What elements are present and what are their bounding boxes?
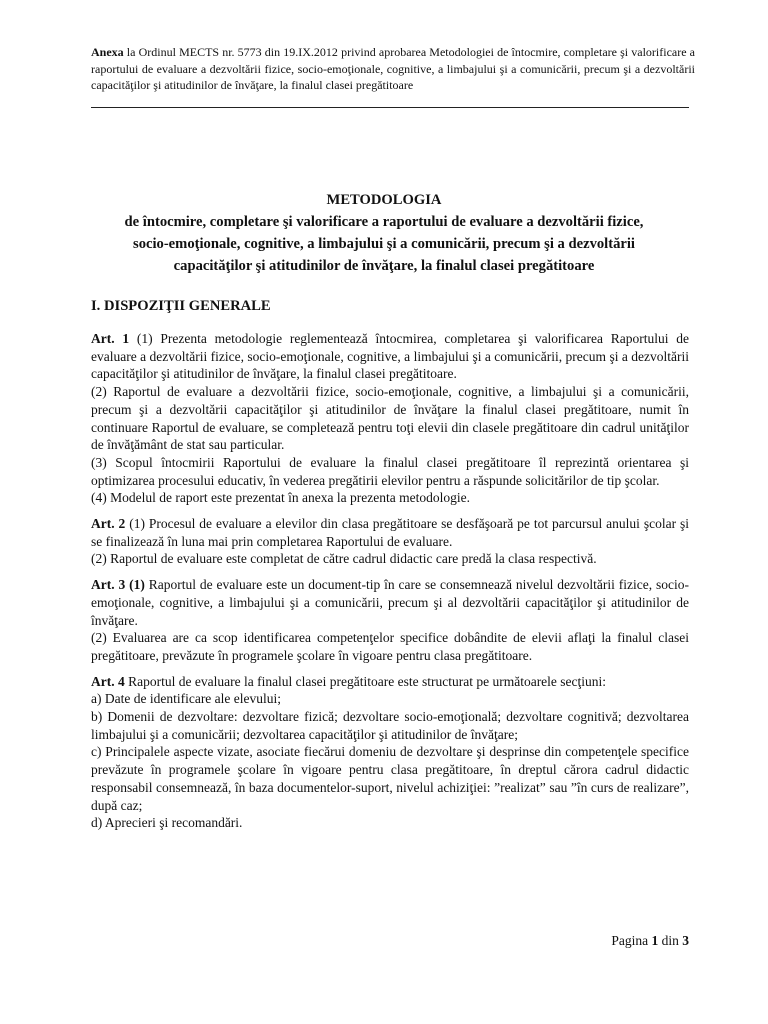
- document-body: [91, 330, 689, 832]
- article-1-paragraph-1: Art. 1 (1) Prezenta metodologie reglementează întocmirea, completarea şi valorificarea Raportului de evaluare a dezvoltării fizice, socio-emoţionale, cognitive, a limbajului şi a comunicării, precum şi a dezvoltării capacităţilor şi atitudinilor de învăţare, la finalul clasei pregătitoare.: [91, 331, 689, 382]
- section-heading: I. DISPOZIŢII GENERALE: [91, 298, 271, 314]
- subtitle-line-3: capacităţilor şi atitudinilor de învăţare, la finalul clasei pregătitoare: [173, 258, 595, 274]
- page-number: 1: [651, 933, 659, 948]
- article-1-paragraph-4: (4) Modelul de raport este prezentat în anexa la prezenta metodologie.: [91, 490, 470, 506]
- article-4-item-c: c) Principalele aspecte vizate, asociate fiecărui domeniu de dezvoltare şi desprinse din competenţele specifice prevăzute în programele şcolare în vigoare pentru clasa pregătitoare, în dreptul cărora cadrul didactic responsabil consemnează, în baza documentelor-suport, nivelul achiziţiei: ”realizat” sau ”în curs de realizare”, după caz;: [91, 744, 689, 813]
- article-4-label: Art. 4: [91, 673, 125, 689]
- article-3-label: Art. 3: [91, 577, 126, 593]
- article-1: [91, 330, 689, 507]
- annex-header-text: la Ordinul MECTS nr. 5773 din 19.IX.2012 privind aprobarea Metodologiei de întocmire, completare şi valorificare a raportului de evaluare a dezvoltării fizice, socio-emoţionale, cognitive, a limbajului şi a comunicării, precum şi a dezvoltării capacităţilor şi atitudinilor de învăţare, la finalul clasei pregătitoare: [91, 45, 695, 92]
- article-2-label: Art. 2: [91, 516, 126, 532]
- article-3-paragraph-2: (2) Evaluarea are ca scop identificarea competenţelor specifice dobândite de elevii aflaţi la finalul clasei pregătitoare, prevăzute în programele şcolare în vigoare pentru clasa pregătitoare.: [91, 630, 689, 663]
- annex-label: Anexa: [91, 45, 124, 59]
- article-1-paragraph-3: (3) Scopul întocmirii Raportului de evaluare la finalul clasei pregătitoare îl reprezintă orientarea şi optimizarea procesului educativ, în vederea pregătirii elevilor pentru a răspunde solicitărilor de tip şcolar.: [91, 454, 689, 488]
- header-divider: [91, 107, 689, 108]
- article-4-item-b: b) Domenii de dezvoltare: dezvoltare fizică; dezvoltare socio-emoţională; dezvoltare cognitivă; dezvoltarea limbajului şi a comunicării; dezvoltarea capacităţilor şi atitudinilor de învăţare;: [91, 709, 689, 742]
- article-3-sublabel: (1): [125, 577, 145, 593]
- article-4-item-d: d) Aprecieri şi recomandări.: [91, 815, 243, 831]
- article-4-item-a: a) Date de identificare ale elevului;: [91, 691, 282, 707]
- page-total: 3: [682, 933, 689, 948]
- article-2: [91, 515, 689, 568]
- page-footer: Pagina 1 din 3: [611, 933, 689, 948]
- subtitle-line-2: socio-emoţionale, cognitive, a limbajului şi a comunicării, precum şi a dezvoltării: [133, 236, 635, 252]
- article-2-paragraph-2: (2) Raportul de evaluare este completat de către cadrul didactic care predă la clasa respectivă.: [91, 551, 597, 567]
- article-3-paragraph-1: Art. 3 (1) Raportul de evaluare este un document-tip în care se consemnează nivelul dezvoltării fizice, socio-emoţionale, cognitive, a limbajului şi a comunicării, precum şi al dezvoltării capacităţilor şi atitudinilor de învăţare.: [91, 577, 689, 628]
- article-3: [91, 576, 689, 665]
- title-block: [60, 189, 708, 277]
- article-1-label: Art. 1: [91, 331, 130, 346]
- article-2-paragraph-1: Art. 2 (1) Procesul de evaluare a elevilor din clasa pregătitoare se desfăşoară pe tot parcursul anului şcolar şi se finalizează în luna mai prin completarea Raportului de evaluare.: [91, 516, 689, 549]
- document-title: METODOLOGIA: [326, 192, 442, 208]
- article-1-paragraph-2: (2) Raportul de evaluare a dezvoltării fizice, socio-emoţionale, cognitive, a limbajului şi a comunicării, precum şi a dezvoltării capacităţilor şi atitudinilor de învăţare la finalul clasei pregătitoare, numit în continuare Raportul de evaluare, se completează pentru toţi elevii din clasele pregătitoare din cadrul unităţilor de învăţământ de stat sau particular.: [91, 384, 689, 453]
- subtitle-line-1: de întocmire, completare şi valorificare a raportului de evaluare a dezvoltării fizice,: [124, 214, 644, 230]
- article-4-paragraph-1: Art. 4 Raportul de evaluare la finalul clasei pregătitoare este structurat pe următoarele secţiuni:: [91, 673, 607, 689]
- annex-header: [91, 44, 695, 94]
- article-4: [91, 673, 689, 832]
